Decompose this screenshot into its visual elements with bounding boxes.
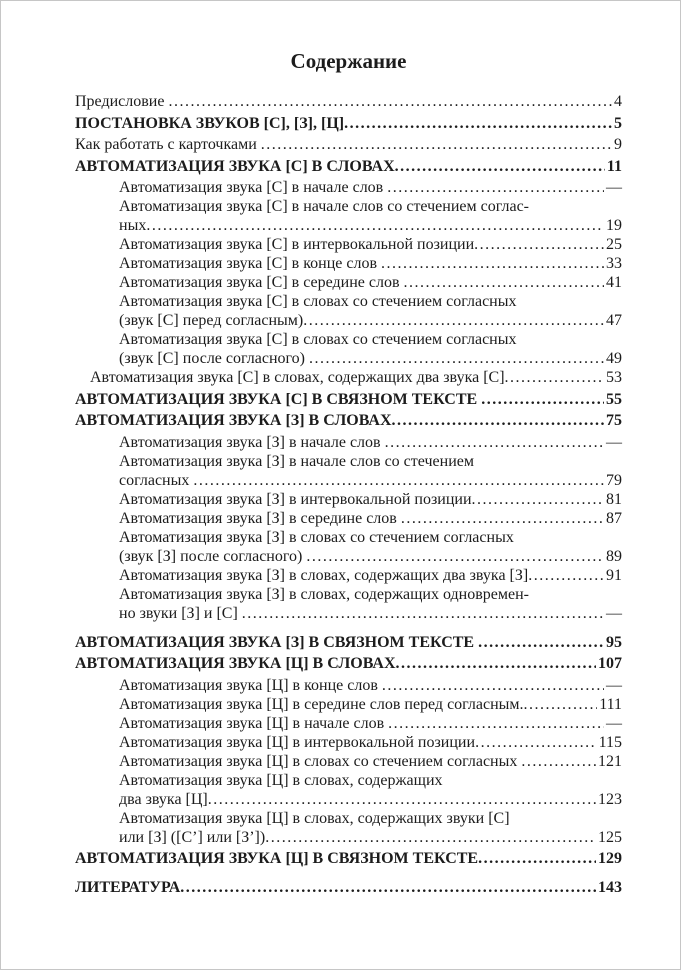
leader-dots	[396, 654, 596, 673]
toc-page-number: —	[606, 714, 622, 732]
toc-entry-line	[75, 235, 622, 254]
toc-entry-text: Автоматизация звука [З] в начале слов	[119, 433, 385, 451]
toc-entry	[75, 197, 622, 235]
toc-entry	[75, 92, 622, 111]
leader-dots	[382, 676, 604, 695]
toc-entry-text: АВТОМАТИЗАЦИЯ ЗВУКА [З] В СЛОВАХ	[75, 412, 392, 429]
toc-page-number: 129	[598, 850, 622, 867]
leader-dots	[395, 157, 605, 176]
toc-entry-text: Автоматизация звука [З] в словах, содержащих одновремен-	[119, 585, 530, 603]
toc-page-number: 87	[606, 509, 622, 527]
toc-entry-line	[75, 114, 622, 133]
leader-dots	[472, 490, 604, 509]
leader-dots	[474, 235, 604, 254]
toc-entry	[75, 411, 622, 430]
toc-page-number: 25	[606, 236, 622, 253]
toc-entry-text: АВТОМАТИЗАЦИЯ ЗВУКА [Ц] В СЛОВАХ	[75, 655, 396, 672]
toc-page-number: 53	[606, 369, 622, 386]
toc-entry-text: АВТОМАТИЗАЦИЯ ЗВУКА [Ц] В СВЯЗНОМ ТЕКСТЕ	[75, 850, 479, 867]
leader-dots	[388, 714, 604, 733]
toc-page-number: 47	[606, 312, 622, 329]
toc-entry-text: Автоматизация звука [Ц] в начале слов	[119, 714, 389, 732]
toc-entry	[75, 330, 622, 368]
toc-page-number: 95	[606, 633, 622, 651]
toc-entry	[75, 509, 622, 528]
toc-entry-line	[75, 809, 622, 828]
toc-page-number: 11	[606, 157, 622, 175]
leader-dots	[392, 411, 604, 430]
toc-entry	[75, 695, 622, 714]
toc-page-number: 107	[598, 655, 622, 672]
leader-dots	[306, 547, 604, 566]
toc-entry	[75, 433, 622, 452]
toc-entry	[75, 633, 622, 652]
leader-dots	[401, 509, 604, 528]
leader-dots	[168, 92, 612, 111]
toc-entry	[75, 157, 622, 176]
leader-dots	[180, 878, 596, 897]
toc-entry-text: ных	[119, 217, 147, 234]
toc-entry-line	[75, 216, 622, 235]
toc-entry-line	[75, 604, 622, 623]
toc-page-number: 123	[598, 790, 622, 808]
toc-entry-text: АВТОМАТИЗАЦИЯ ЗВУКА [З] В СВЯЗНОМ ТЕКСТЕ	[75, 633, 479, 651]
toc-entry-text: АВТОМАТИЗАЦИЯ ЗВУКА [С] В СЛОВАХ	[75, 157, 395, 175]
toc-entry	[75, 585, 622, 623]
toc-page-number: 49	[606, 350, 622, 367]
toc-page-number: 5	[614, 114, 622, 132]
toc-entry-line	[75, 790, 622, 809]
toc-entry-text: Автоматизация звука [З] в начале слов со стечением	[119, 452, 474, 470]
toc-entry-text: Автоматизация звука [С] в словах со стечением согласных	[119, 331, 517, 348]
leader-dots	[242, 604, 604, 623]
toc-entry-text: Автоматизация звука [З] в словах со стечением согласных	[119, 528, 514, 546]
toc-entry-text: Автоматизация звука [С] в начале слов	[119, 179, 388, 196]
toc-entry-line	[75, 452, 622, 471]
toc-entry-text: Автоматизация звука [З] в интервокальной позиции	[119, 490, 472, 508]
toc-page-number: 81	[606, 490, 622, 508]
toc-entry-text: ПОСТАНОВКА ЗВУКОВ [С], [З], [Ц]	[75, 114, 345, 132]
toc-entry	[75, 809, 622, 847]
toc-page-number: 55	[606, 390, 622, 408]
toc-entry-line	[75, 197, 622, 216]
toc-entry-text: Автоматизация звука [Ц] в словах со стечением согласных	[119, 752, 522, 770]
leader-dots	[193, 471, 604, 490]
page-title: Содержание	[290, 49, 407, 73]
toc-page-number: 115	[598, 733, 622, 751]
toc-entry-line	[75, 178, 622, 197]
leader-dots	[146, 216, 604, 235]
toc-page-number: 89	[606, 547, 622, 565]
toc-entry-text: Автоматизация звука [З] в словах, содержащих два звука [З]	[119, 566, 529, 584]
toc-entry-line	[75, 292, 622, 311]
toc-page-number: 121	[598, 752, 622, 770]
toc-entry-line	[75, 273, 622, 292]
leader-dots	[524, 695, 598, 714]
toc-entry-text: ЛИТЕРАТУРА	[75, 879, 181, 896]
toc-entry-text: (звук [З] после согласного)	[119, 547, 307, 565]
toc-entry-line	[75, 695, 622, 714]
leader-dots	[344, 114, 612, 133]
leader-dots	[309, 349, 604, 368]
toc-entry-line	[75, 509, 622, 528]
toc-entry	[75, 273, 622, 292]
toc-entry-text: Автоматизация звука [Ц] в словах, содержащих	[119, 771, 443, 789]
leader-dots	[385, 433, 604, 452]
leader-dots	[303, 311, 604, 330]
toc-entry-line	[75, 547, 622, 566]
toc-entry-line	[75, 828, 622, 847]
leader-dots	[261, 135, 612, 154]
toc-page-number: —	[606, 179, 622, 196]
toc-entry	[75, 452, 622, 490]
leader-dots	[505, 368, 604, 387]
toc-entry-line	[75, 471, 622, 490]
toc-entry	[75, 878, 622, 897]
toc-page-number: 143	[598, 879, 622, 896]
toc-entry	[75, 676, 622, 695]
leader-dots	[381, 254, 604, 273]
toc-list	[75, 92, 622, 897]
toc-entry-line	[75, 566, 622, 585]
toc-page-number: 111	[599, 695, 622, 713]
toc-page-number: 75	[606, 412, 622, 429]
toc-entry	[75, 368, 622, 387]
toc-entry-line	[75, 157, 622, 176]
toc-entry	[75, 654, 622, 673]
toc-page-number: 19	[606, 217, 622, 234]
toc-entry-text: Автоматизация звука [С] в конце слов	[119, 255, 382, 272]
toc-entry-text: Автоматизация звука [Ц] в середине слов перед согласным.	[119, 695, 524, 713]
toc-entry	[75, 235, 622, 254]
toc-entry-line	[75, 878, 622, 897]
toc-entry-text: Автоматизация звука [Ц] в конце слов	[119, 676, 382, 694]
toc-entry-text: (звук [С] перед согласным)	[119, 312, 304, 329]
leader-dots	[478, 849, 596, 868]
toc-entry-line	[75, 390, 622, 409]
leader-dots	[404, 273, 605, 292]
toc-page-number: 91	[606, 566, 622, 584]
toc-entry-text: Автоматизация звука [С] в середине слов	[119, 274, 404, 291]
leader-dots	[265, 828, 596, 847]
toc-entry	[75, 135, 622, 154]
leader-dots	[478, 633, 604, 652]
toc-page-number: 9	[614, 136, 622, 153]
toc-entry-text: но звуки [З] и [С]	[119, 604, 242, 622]
toc-entry-line	[75, 654, 622, 673]
toc-entry-line	[75, 633, 622, 652]
toc-entry-line	[75, 92, 622, 111]
toc-entry-line	[75, 349, 622, 368]
toc-entry-line	[75, 585, 622, 604]
toc-entry-text: или [З] ([С’] или [З’])	[119, 828, 266, 846]
leader-dots	[528, 566, 604, 585]
toc-entry-line	[75, 771, 622, 790]
toc-page-number: 33	[606, 255, 622, 272]
toc-entry-line	[75, 411, 622, 430]
leader-dots	[521, 752, 596, 771]
toc-entry-text: Предисловие	[75, 93, 169, 110]
toc-entry-text: два звука [Ц]	[119, 790, 208, 808]
toc-entry-line	[75, 733, 622, 752]
leader-dots	[475, 733, 597, 752]
toc-entry	[75, 114, 622, 133]
toc-entry	[75, 849, 622, 868]
toc-entry-text: Автоматизация звука [С] в начале слов со стечением соглас-	[119, 198, 529, 215]
toc-entry-line	[75, 311, 622, 330]
toc-entry-line	[75, 528, 622, 547]
toc-entry-line	[75, 368, 622, 387]
toc-entry-text: Автоматизация звука [З] в середине слов	[119, 509, 401, 527]
toc-entry-line	[75, 714, 622, 733]
toc-entry-line	[75, 330, 622, 349]
toc-page-number: 4	[614, 93, 622, 110]
toc-entry	[75, 490, 622, 509]
toc-entry-text: АВТОМАТИЗАЦИЯ ЗВУКА [С] В СВЯЗНОМ ТЕКСТЕ	[75, 390, 482, 408]
toc-entry	[75, 566, 622, 585]
toc-entry-line	[75, 433, 622, 452]
toc-entry	[75, 178, 622, 197]
toc-entry-text: Автоматизация звука [С] в интервокальной позиции	[119, 236, 475, 253]
toc-entry	[75, 292, 622, 330]
toc-entry-text: Автоматизация звука [Ц] в словах, содержащих звуки [С]	[119, 809, 510, 827]
toc-entry-text: согласных	[119, 471, 194, 489]
toc-entry-line	[75, 254, 622, 273]
toc-entry	[75, 254, 622, 273]
toc-entry	[75, 390, 622, 409]
toc-page-number: —	[606, 433, 622, 451]
toc-entry-text: (звук [С] после согласного)	[119, 350, 309, 367]
toc-entry	[75, 733, 622, 752]
toc-entry-text: Автоматизация звука [Ц] в интервокальной позиции	[119, 733, 476, 751]
leader-dots	[387, 178, 604, 197]
toc-entry-line	[75, 135, 622, 154]
toc-entry-text: Автоматизация звука [С] в словах со стечением согласных	[119, 293, 517, 310]
toc-entry	[75, 752, 622, 771]
toc-page-number: —	[606, 604, 622, 622]
toc-entry	[75, 528, 622, 566]
toc-page-number: 41	[606, 274, 622, 291]
toc-entry	[75, 714, 622, 733]
leader-dots	[208, 790, 596, 809]
toc-entry-text: Как работать с карточками	[75, 136, 261, 153]
toc-entry-line	[75, 490, 622, 509]
toc-page-number: 79	[606, 471, 622, 489]
toc-page-number: 125	[598, 828, 622, 846]
toc-entry-text: Автоматизация звука [С] в словах, содержащих два звука [С]	[90, 369, 505, 386]
toc-entry-line	[75, 676, 622, 695]
toc-entry	[75, 771, 622, 809]
toc-entry-line	[75, 849, 622, 868]
toc-entry-line	[75, 752, 622, 771]
toc-page-number: —	[606, 676, 622, 694]
leader-dots	[481, 390, 604, 409]
